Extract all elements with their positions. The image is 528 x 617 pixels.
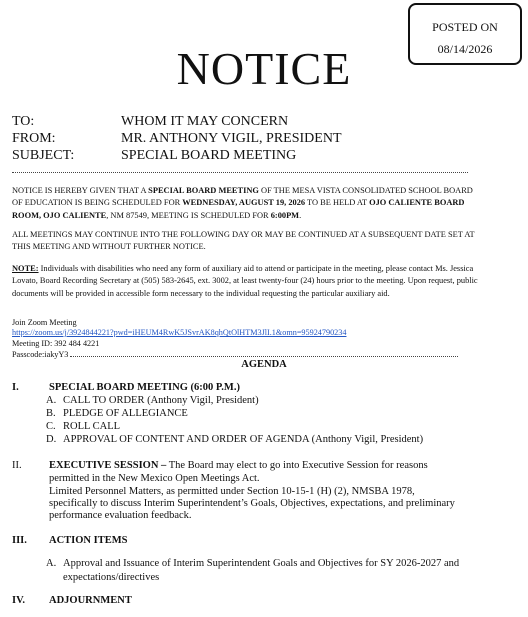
zoom-meeting-id: Meeting ID: 392 484 4221 <box>12 339 100 348</box>
subject-value: SPECIAL BOARD MEETING <box>121 148 297 163</box>
passcode-divider <box>70 350 458 357</box>
item-text: APPROVAL OF CONTENT AND ORDER OF AGENDA (Anthony Vigil, President) <box>63 434 424 445</box>
continuation-paragraph: ALL MEETINGS MAY CONTINUE INTO THE FOLLOWING DAY OR MAY BE CONTINUED AT A SUBSEQUENT DATE SET AT THIS MEETING AND WITHOUT FURTHER NOTICE. <box>12 230 475 252</box>
item-letter: B. <box>46 408 56 419</box>
notice-bold-date: WEDNESDAY, AUGUST 19, 2026 <box>182 198 306 208</box>
to-line <box>12 114 288 130</box>
subject-line <box>12 148 296 164</box>
notice-text-1: NOTICE IS HEREBY GIVEN THAT A <box>12 186 149 195</box>
note-paragraph <box>12 263 484 300</box>
notice-bold-time: 6:00PM <box>270 210 300 220</box>
item-letter: A. <box>46 558 57 569</box>
agenda-item <box>46 421 120 433</box>
section-3-title: ACTION ITEMS <box>49 535 128 546</box>
from-line <box>12 131 342 147</box>
section-2-line-2: permitted in the New Mexico Open Meetings Act. <box>49 473 260 484</box>
agenda-item <box>46 558 459 570</box>
item-letter: A. <box>46 395 57 406</box>
from-value: MR. ANTHONY VIGIL, PRESIDENT <box>121 131 342 146</box>
zoom-link[interactable]: https://zoom.us/j/3924844221?pwd=iHEUM4RwK5JSvrAK8qhQtOlHTM3JlI.1&omn=95924790234 <box>12 328 347 337</box>
notice-text-4: , NM 87549, MEETING IS SCHEDULED FOR <box>106 210 271 220</box>
section-2-title: EXECUTIVE SESSION – <box>49 460 167 471</box>
from-label: FROM: <box>12 131 56 146</box>
section-2-intro: The Board may elect to go into Executive Session for reasons <box>166 460 428 471</box>
section-2-line-1 <box>49 460 428 472</box>
notice-paragraph <box>12 185 484 222</box>
section-3-number: III. <box>12 535 27 546</box>
notice-bold-meeting: SPECIAL BOARD MEETING <box>148 186 259 195</box>
header-divider <box>12 172 468 173</box>
notice-bold-location: OJO CALIENTE BOARD ROOM, OJO CALIENTE <box>12 198 465 220</box>
zoom-join-label: Join Zoom Meeting <box>12 318 77 327</box>
agenda-item-continuation: expectations/directives <box>63 572 160 583</box>
agenda-title: AGENDA <box>241 359 287 370</box>
section-1-number: I. <box>12 382 19 393</box>
notice-text-5: . <box>299 210 302 220</box>
section-2-line-3: Limited Personnel Matters, as permitted under Section 10-15-1 (H) (2), NMSBA 1978, <box>49 486 415 497</box>
note-text: Individuals with disabilities who need any form of auxiliary aid to attend or participate in the meeting, please contact Ms. Jessica Lovato, Board Recording Secretary at (505) 583-2645, ext. 3002, at least twenty-four (24) hours prior to the meeting. Upon request, public documents will be provided in accessible form necessary to the individual requesting the particular auxiliary aid. <box>12 264 478 298</box>
item-letter: C. <box>46 421 56 432</box>
item-text: Approval and Issuance of Interim Superintendent Goals and Objectives for SY 2026-2027 and <box>63 558 460 569</box>
agenda-item <box>46 434 423 446</box>
stamp-date: 08/14/2026 <box>437 42 493 56</box>
to-value: WHOM IT MAY CONCERN <box>121 114 289 129</box>
agenda-item <box>46 395 259 407</box>
item-text: ROLL CALL <box>63 421 121 432</box>
notice-text-2: OF THE MESA VISTA CONSOLIDATED SCHOOL BOARD OF EDUCATION IS BEING SCHEDULED FOR <box>12 186 473 208</box>
item-letter: D. <box>46 434 57 445</box>
page-title: NOTICE <box>176 43 352 94</box>
item-text: PLEDGE OF ALLEGIANCE <box>63 408 188 419</box>
notice-text-3: TO BE HELD AT <box>305 198 370 208</box>
section-4-number: IV. <box>12 595 25 606</box>
to-label: TO: <box>12 114 35 129</box>
section-4-title: ADJOURNMENT <box>49 595 132 606</box>
zoom-passcode: Passcode:iakyY3 <box>12 350 69 359</box>
note-label: NOTE: <box>12 264 39 273</box>
section-1-title: SPECIAL BOARD MEETING (6:00 P.M.) <box>49 382 240 393</box>
stamp-label: POSTED ON <box>432 20 498 34</box>
section-2-number: II. <box>12 460 22 471</box>
item-text: CALL TO ORDER (Anthony Vigil, President) <box>63 395 259 406</box>
subject-label: SUBJECT: <box>12 148 75 163</box>
section-2-line-5: performance evaluation feedback. <box>49 510 192 521</box>
agenda-item <box>46 408 188 420</box>
section-2-line-4: specifically to discuss Interim Superintendent’s Goals, Objectives, expectations, and preliminary <box>49 498 455 509</box>
